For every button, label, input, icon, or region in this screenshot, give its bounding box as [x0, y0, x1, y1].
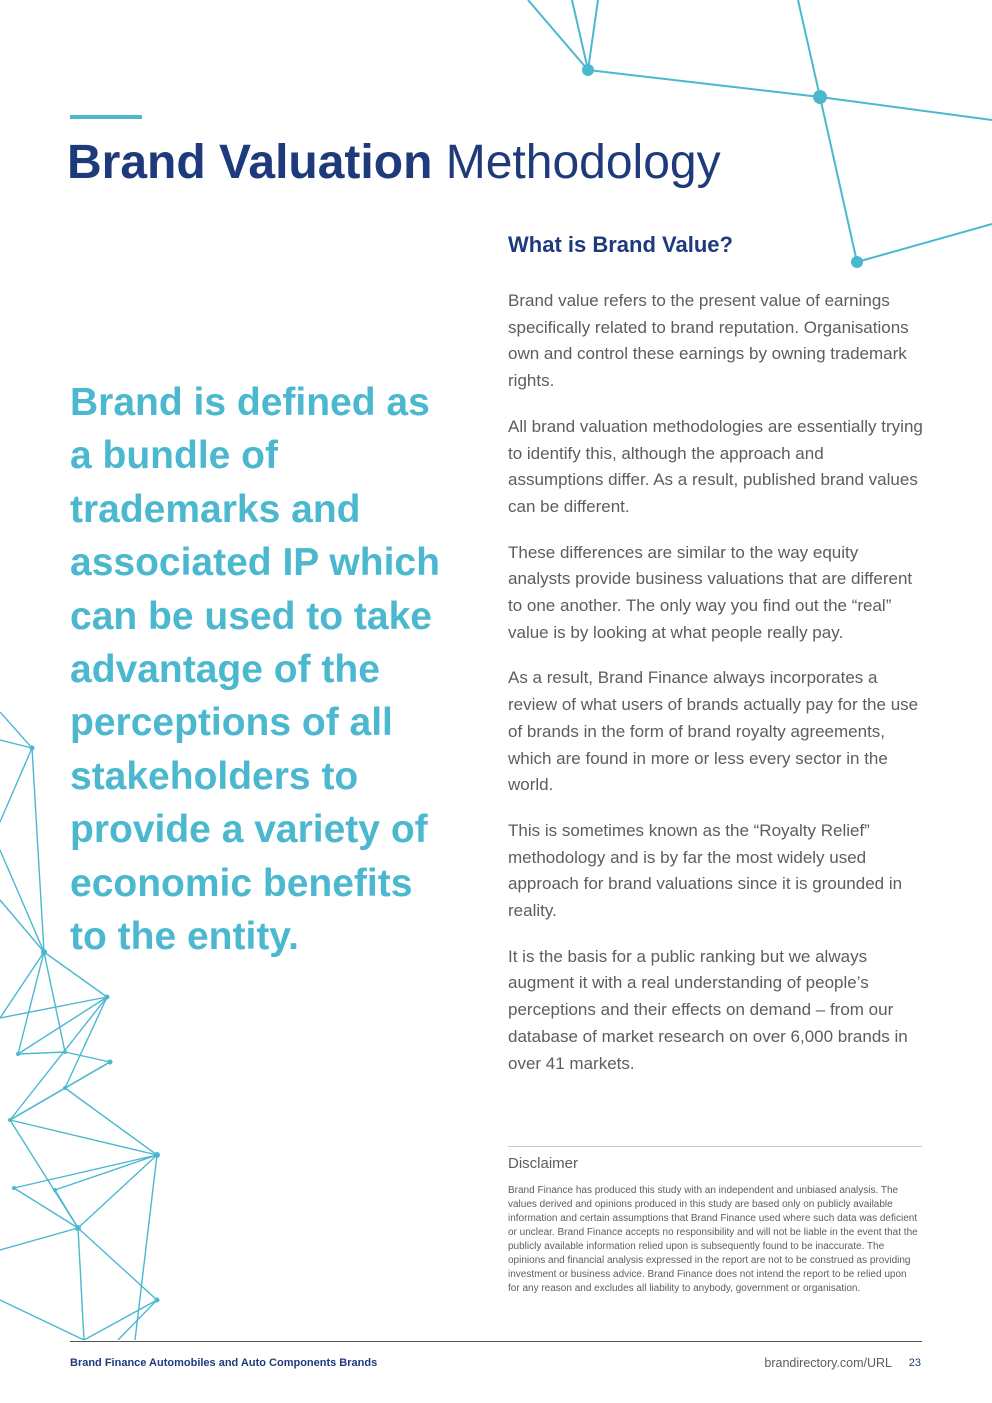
page-title-bold: Brand Valuation	[67, 136, 433, 189]
body-paragraph-4: As a result, Brand Finance always incorporates a review of what users of brands actually pay for the use of brands in the form of brand royalty agreements, which are found in more or less every sector in the world.	[508, 668, 919, 795]
body-paragraph-2: All brand valuation methodologies are essentially trying to identify this, although the approach and assumptions differ. As a result, published brand values can be different.	[508, 416, 923, 516]
title-accent-rule	[70, 115, 142, 119]
body-paragraph-6: It is the basis for a public ranking but we always augment it with a real understanding of people’s perceptions and their effects on demand – from our database of market research on over 6,000 brands in over 41 markets.	[508, 946, 908, 1073]
page-title	[67, 133, 721, 193]
disclaimer-text: Brand Finance has produced this study with an independent and unbiased analysis. The values derived and opinions produced in this study are based only on publicly available information and certain assumptions that Brand Finance used where such data was deficient or unclear. Brand Finance accepts no responsibility and will not be liable in the event that the publicly available information relied upon is subsequently found to be inaccurate. The opinions and financial analysis expressed in the report are not to be construed as providing investment or business advice. Brand Finance does not intend the report to be relied upon for any reason and excludes all liability to anybody, government or organisation.	[508, 1185, 918, 1294]
footer-divider	[70, 1341, 922, 1342]
pull-quote: Brand is defined as a bundle of trademarks and associated IP which can be used to take advantage of the perceptions of all stakeholders to provide a variety of economic benefits to the entity.	[70, 381, 440, 959]
page-number: 23	[908, 1357, 921, 1369]
body-paragraph-5: This is sometimes known as the “Royalty Relief” methodology and is by far the most widely used approach for brand valuations since it is grounded in reality.	[508, 820, 903, 921]
page-title-light: Methodology	[432, 136, 721, 189]
body-text-column	[508, 288, 923, 1096]
body-paragraph-3: These differences are similar to the way equity analysts provide business valuations that are different to one another. The only way you find out the “real” value is by looking at what people really pay.	[508, 542, 913, 642]
section-heading: What is Brand Value?	[508, 232, 733, 257]
footer-url[interactable]: brandirectory.com/URL	[764, 1356, 892, 1370]
body-paragraph-1: Brand value refers to the present value of earnings specifically related to brand reputation. Organisations own and control these earnings by owning trademark rights.	[508, 291, 909, 391]
footer-publication-title: Brand Finance Automobiles and Auto Components Brands	[70, 1357, 378, 1369]
disclaimer-title: Disclaimer	[508, 1155, 579, 1172]
disclaimer-divider	[508, 1146, 922, 1147]
